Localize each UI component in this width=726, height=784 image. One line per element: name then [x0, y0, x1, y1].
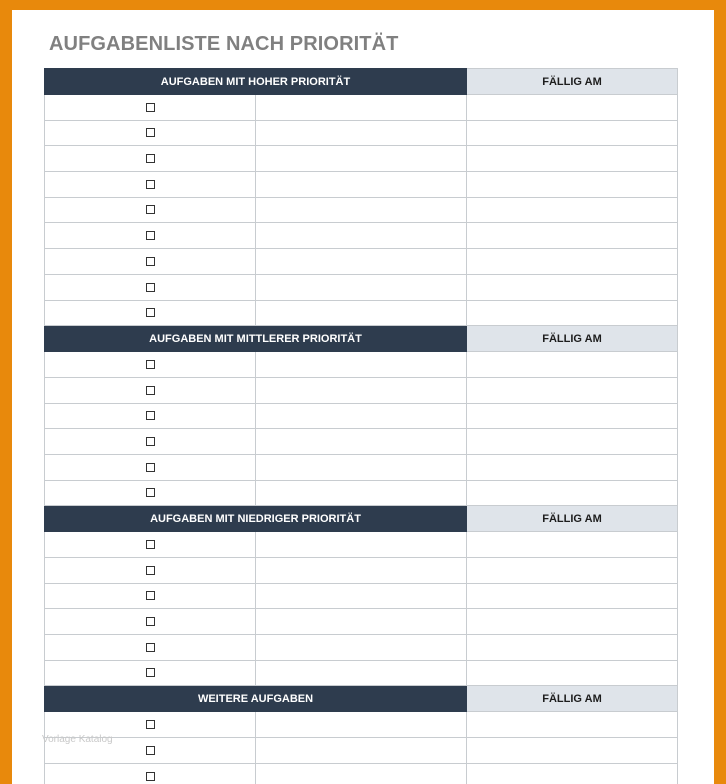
- checkbox[interactable]: [146, 411, 155, 420]
- due-date-cell[interactable]: [467, 403, 678, 429]
- due-date-cell[interactable]: [467, 377, 678, 403]
- checkbox-cell: [45, 274, 256, 300]
- checkbox-cell: [45, 95, 256, 121]
- checkbox[interactable]: [146, 643, 155, 652]
- section-heading: AUFGABEN MIT MITTLERER PRIORITÄT: [45, 326, 467, 352]
- checkbox[interactable]: [146, 103, 155, 112]
- checkbox[interactable]: [146, 154, 155, 163]
- task-row: [45, 249, 678, 275]
- checkbox[interactable]: [146, 720, 155, 729]
- due-date-cell[interactable]: [467, 197, 678, 223]
- due-date-cell[interactable]: [467, 480, 678, 506]
- due-date-cell[interactable]: [467, 583, 678, 609]
- task-cell[interactable]: [256, 712, 467, 738]
- task-cell[interactable]: [256, 635, 467, 661]
- due-date-cell[interactable]: [467, 558, 678, 584]
- checkbox-cell: [45, 532, 256, 558]
- due-date-cell[interactable]: [467, 738, 678, 764]
- task-row: [45, 352, 678, 378]
- checkbox[interactable]: [146, 180, 155, 189]
- checkbox[interactable]: [146, 128, 155, 137]
- checkbox-cell: [45, 223, 256, 249]
- task-cell[interactable]: [256, 583, 467, 609]
- due-date-column-header: FÄLLIG AM: [467, 506, 678, 532]
- task-cell[interactable]: [256, 532, 467, 558]
- task-row: [45, 95, 678, 121]
- task-cell[interactable]: [256, 274, 467, 300]
- checkbox[interactable]: [146, 360, 155, 369]
- document-page: [12, 10, 714, 784]
- section-header-row: [45, 506, 678, 532]
- checkbox-cell: [45, 480, 256, 506]
- task-row: [45, 712, 678, 738]
- section-header-row: [45, 69, 678, 95]
- checkbox[interactable]: [146, 772, 155, 781]
- due-date-cell[interactable]: [467, 249, 678, 275]
- checkbox[interactable]: [146, 488, 155, 497]
- due-date-cell[interactable]: [467, 352, 678, 378]
- task-row: [45, 172, 678, 198]
- task-row: [45, 120, 678, 146]
- checkbox[interactable]: [146, 308, 155, 317]
- checkbox[interactable]: [146, 205, 155, 214]
- checkbox[interactable]: [146, 566, 155, 575]
- task-cell[interactable]: [256, 352, 467, 378]
- task-cell[interactable]: [256, 403, 467, 429]
- section-heading: WEITERE AUFGABEN: [45, 686, 467, 712]
- due-date-cell[interactable]: [467, 660, 678, 686]
- due-date-column-header: FÄLLIG AM: [467, 326, 678, 352]
- task-cell[interactable]: [256, 146, 467, 172]
- task-cell[interactable]: [256, 172, 467, 198]
- checkbox-cell: [45, 403, 256, 429]
- due-date-cell[interactable]: [467, 95, 678, 121]
- task-cell[interactable]: [256, 95, 467, 121]
- due-date-column-header: FÄLLIG AM: [467, 69, 678, 95]
- due-date-cell[interactable]: [467, 172, 678, 198]
- task-cell[interactable]: [256, 429, 467, 455]
- task-cell[interactable]: [256, 300, 467, 326]
- due-date-cell[interactable]: [467, 120, 678, 146]
- task-cell[interactable]: [256, 660, 467, 686]
- checkbox[interactable]: [146, 617, 155, 626]
- checkbox-cell: [45, 172, 256, 198]
- task-row: [45, 454, 678, 480]
- task-cell[interactable]: [256, 763, 467, 784]
- task-row: [45, 377, 678, 403]
- task-table: [44, 68, 678, 784]
- checkbox[interactable]: [146, 257, 155, 266]
- checkbox[interactable]: [146, 746, 155, 755]
- checkbox-cell: [45, 763, 256, 784]
- task-cell[interactable]: [256, 377, 467, 403]
- checkbox-cell: [45, 300, 256, 326]
- task-row: [45, 609, 678, 635]
- task-cell[interactable]: [256, 738, 467, 764]
- checkbox[interactable]: [146, 231, 155, 240]
- checkbox-cell: [45, 352, 256, 378]
- due-date-cell[interactable]: [467, 635, 678, 661]
- task-row: [45, 635, 678, 661]
- task-cell[interactable]: [256, 454, 467, 480]
- task-row: [45, 197, 678, 223]
- checkbox[interactable]: [146, 668, 155, 677]
- checkbox-cell: [45, 197, 256, 223]
- section-heading: AUFGABEN MIT HOHER PRIORITÄT: [45, 69, 467, 95]
- task-cell[interactable]: [256, 197, 467, 223]
- checkbox-cell: [45, 583, 256, 609]
- task-row: [45, 583, 678, 609]
- task-row: [45, 480, 678, 506]
- task-row: [45, 738, 678, 764]
- checkbox-cell: [45, 454, 256, 480]
- due-date-cell[interactable]: [467, 454, 678, 480]
- task-row: [45, 300, 678, 326]
- task-row: [45, 532, 678, 558]
- task-row: [45, 274, 678, 300]
- page-title: AUFGABENLISTE NACH PRIORITÄT: [49, 33, 399, 55]
- due-date-column-header: FÄLLIG AM: [467, 686, 678, 712]
- watermark: Vorlage Katalog: [42, 734, 113, 745]
- checkbox-cell: [45, 429, 256, 455]
- task-row: [45, 403, 678, 429]
- checkbox[interactable]: [146, 591, 155, 600]
- due-date-cell[interactable]: [467, 274, 678, 300]
- task-cell[interactable]: [256, 558, 467, 584]
- due-date-cell[interactable]: [467, 146, 678, 172]
- checkbox-cell: [45, 120, 256, 146]
- section-header-row: [45, 326, 678, 352]
- task-cell[interactable]: [256, 249, 467, 275]
- due-date-cell[interactable]: [467, 429, 678, 455]
- task-row: [45, 223, 678, 249]
- checkbox-cell: [45, 609, 256, 635]
- checkbox[interactable]: [146, 540, 155, 549]
- checkbox-cell: [45, 635, 256, 661]
- due-date-cell[interactable]: [467, 300, 678, 326]
- checkbox[interactable]: [146, 437, 155, 446]
- section-heading: AUFGABEN MIT NIEDRIGER PRIORITÄT: [45, 506, 467, 532]
- checkbox-cell: [45, 146, 256, 172]
- task-row: [45, 660, 678, 686]
- checkbox-cell: [45, 249, 256, 275]
- due-date-cell[interactable]: [467, 712, 678, 738]
- checkbox-cell: [45, 377, 256, 403]
- task-row: [45, 558, 678, 584]
- task-row: [45, 429, 678, 455]
- checkbox-cell: [45, 660, 256, 686]
- task-row: [45, 146, 678, 172]
- task-cell[interactable]: [256, 480, 467, 506]
- task-cell[interactable]: [256, 223, 467, 249]
- checkbox[interactable]: [146, 463, 155, 472]
- checkbox[interactable]: [146, 386, 155, 395]
- due-date-cell[interactable]: [467, 223, 678, 249]
- task-cell[interactable]: [256, 609, 467, 635]
- task-cell[interactable]: [256, 120, 467, 146]
- section-header-row: [45, 686, 678, 712]
- checkbox-cell: [45, 558, 256, 584]
- due-date-cell[interactable]: [467, 532, 678, 558]
- checkbox[interactable]: [146, 283, 155, 292]
- due-date-cell[interactable]: [467, 609, 678, 635]
- task-row: [45, 763, 678, 784]
- due-date-cell[interactable]: [467, 763, 678, 784]
